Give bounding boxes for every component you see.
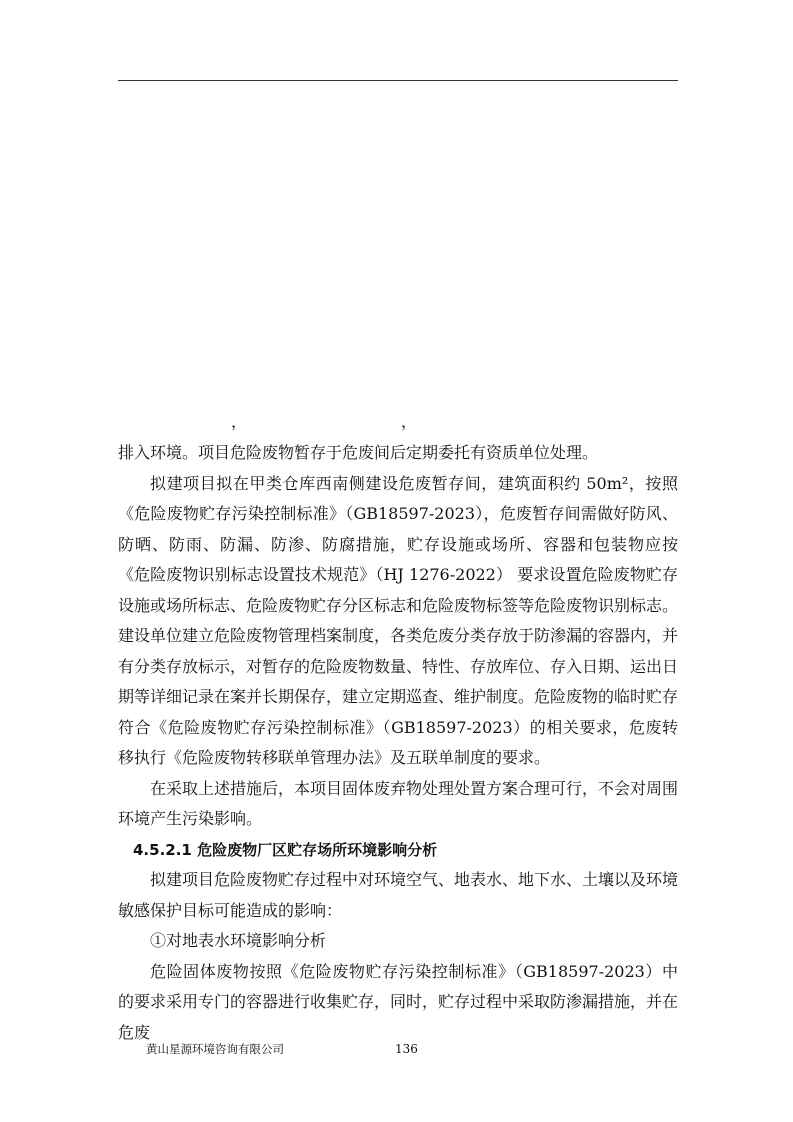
paragraph-storage-measures: 拟建项目拟在甲类仓库西南侧建设危废暂存间，建筑面积约 50m²，按照《危险废物贮存污染控制标准》（GB18597-2023），危废暂存间需做好防风、防晒、防雨、防漏、防渗、防腐措施，贮存设施或场所、容器和包装物应按 《危险废物识别标志设置技术规范》（HJ 1276-2022） 要求设置危险废物贮存设施或场所标志、危险废物贮存分区标志和危险废物标签等危险废物识别标志。建设单位建立危险废物管理档案制度，各类危废分类存放于防渗漏的容器内，并有分类存放标示，对暂存的危险废物数量、特性、存放库位、存入日期、运出日期等详细记录在案并长期保存，建立定期巡查、维护制度。危险废物的临时贮存符合《危险废物贮存污染控制标准》（GB18597-2023）的相关要求，危废转移执行《危险废物转移联单管理办法》及五联单制度的要求。 [118, 473, 679, 767]
stray-comma: ， [231, 412, 248, 431]
subsection-title: ①对地表水环境影响分析 [150, 931, 327, 950]
page-number: 136 [395, 1042, 418, 1056]
paragraph-surface-water: 危险固体废物按照《危险废物贮存污染控制标准》（GB18597-2023）中的要求采用专门的容器进行收集贮存，同时，贮存过程中采取防渗漏措施，并在危废 [118, 961, 679, 1042]
paragraph-impact-intro: 拟建项目危险废物贮存过程中对环境空气、地表水、地下水、土壤以及环境敏感保护目标可能造成的影响： [118, 870, 679, 920]
paragraph-conclusion: 在采取上述措施后，本项目固体废弃物处理处置方案合理可行，不会对周围环境产生污染影响。 [118, 778, 679, 828]
document-body [118, 438, 678, 1048]
footer-company: 黄山星源环境咨询有限公司 [146, 1042, 284, 1056]
section-heading: 4.5.2.1 危险废物厂区贮存场所环境影响分析 [133, 840, 438, 859]
paragraph-continuation: 排入环境。项目危险废物暂存于危废间后定期委托有资质单位处理。 [118, 443, 599, 462]
header-rule [118, 80, 678, 81]
stray-comma: ， [401, 412, 418, 431]
